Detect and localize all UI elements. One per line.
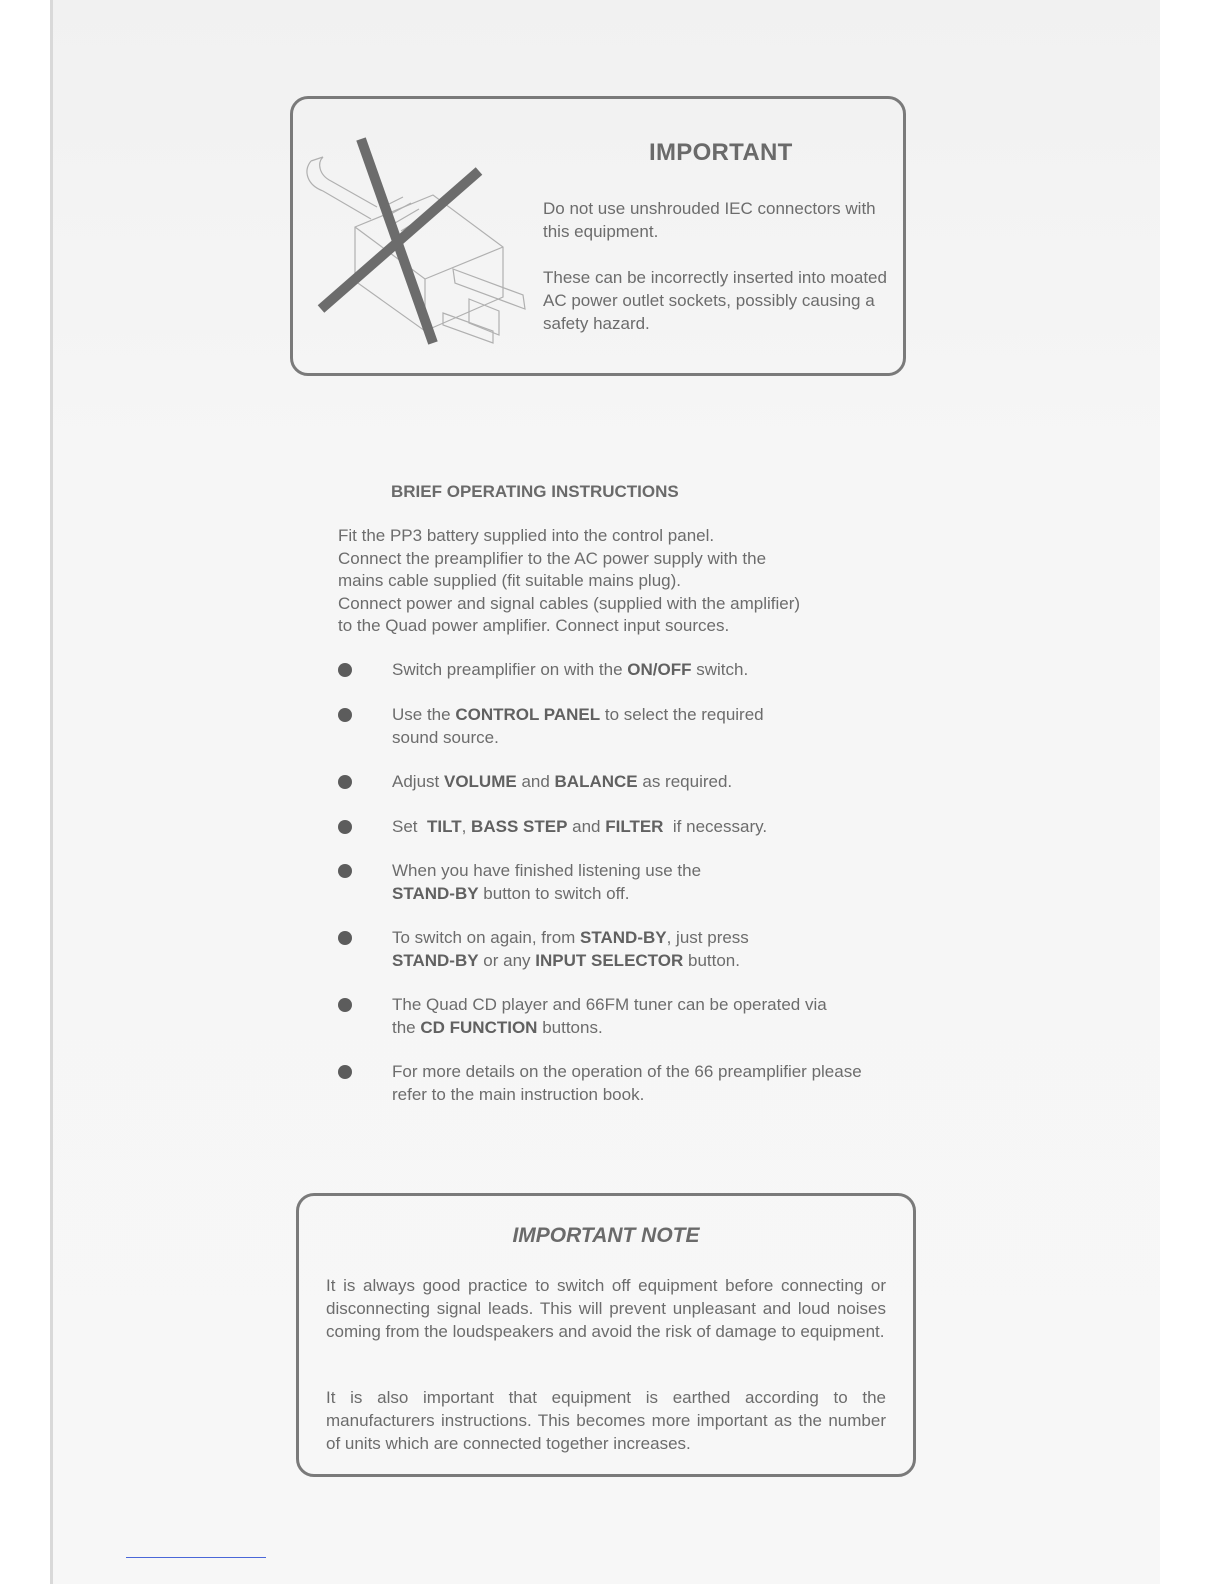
- bullet-text: When you have finished listening use the STAND-BY button to switch off.: [392, 861, 702, 903]
- bullet-text: Adjust VOLUME and BALANCE as required.: [392, 772, 733, 791]
- bullet-text: Switch preamplifier on with the ON/OFF switch.: [392, 660, 749, 679]
- intro-line: Fit the PP3 battery supplied into the control panel.: [338, 526, 715, 545]
- intro-line: Connect the preamplifier to the AC power supply with the: [338, 548, 767, 568]
- intro-line: to the Quad power amplifier. Connect input sources.: [338, 616, 730, 635]
- important-title: IMPORTANT: [649, 139, 793, 166]
- important-paragraph-2: These can be incorrectly inserted into moated AC power outlet sockets, possibly causing a safety hazard.: [543, 268, 887, 333]
- page-left-edge: [50, 0, 53, 1584]
- bullet-dot-icon: [338, 820, 352, 834]
- crossed-iec-connector-icon: [293, 99, 543, 379]
- bullet-dot-icon: [338, 708, 352, 722]
- bullet-dot-icon: [338, 864, 352, 878]
- bullet-dot-icon: [338, 931, 352, 945]
- bullet-dot-icon: [338, 775, 352, 789]
- bullet-text: Set TILT, BASS STEP and FILTER if necessary.: [392, 817, 768, 836]
- intro-line: Connect power and signal cables (supplied with the amplifier): [338, 593, 801, 613]
- important-note-title: IMPORTANT NOTE: [512, 1224, 700, 1247]
- bullet-text: For more details on the operation of the 66 preamplifier please refer to the main instruction book.: [392, 1062, 862, 1104]
- note-paragraph-1: It is always good practice to switch off equipment before connecting or disconnecting signal leads. This will prevent unpleasant and loud noises coming from the loudspeakers and avoid the risk of damage to equipment.: [326, 1276, 886, 1341]
- intro-text: [338, 525, 878, 638]
- scan-underline-mark: [126, 1557, 266, 1558]
- bullet-text: Use the CONTROL PANEL to select the required sound source.: [392, 705, 764, 747]
- bullet-dot-icon: [338, 998, 352, 1012]
- brief-instructions-heading: BRIEF OPERATING INSTRUCTIONS: [391, 482, 679, 501]
- intro-line: mains cable supplied (fit suitable mains plug).: [338, 571, 682, 590]
- manual-page: [50, 0, 1160, 1584]
- bullet-dot-icon: [338, 663, 352, 677]
- important-note-box: [296, 1193, 916, 1477]
- note-paragraph-2: It is also important that equipment is earthed according to the manufacturers instructions. This becomes more important as the number of units which are connected together increases.: [326, 1388, 886, 1453]
- bullet-dot-icon: [338, 1065, 352, 1079]
- important-paragraph-1: Do not use unshrouded IEC connectors with this equipment.: [543, 199, 876, 241]
- bullet-text: To switch on again, from STAND-BY, just press STAND-BY or any INPUT SELECTOR button.: [392, 928, 749, 970]
- important-warning-box: [290, 96, 906, 376]
- bullet-text: The Quad CD player and 66FM tuner can be operated via the CD FUNCTION buttons.: [392, 995, 827, 1037]
